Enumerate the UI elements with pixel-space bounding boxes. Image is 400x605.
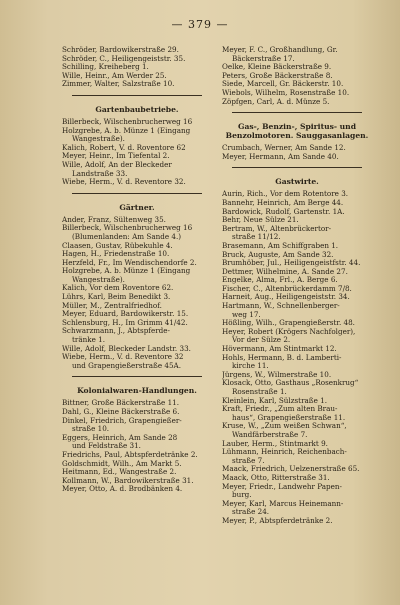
entry: straße 10.: [72, 425, 110, 434]
entry: Holzgrebe, A. b. Münze 1 (Eingang: [62, 126, 191, 135]
entry: Meyer, Otto, A. d. Brodbänken 4.: [62, 485, 183, 494]
entry: Dettmer, Wilhelmine, A. Sande 27.: [222, 267, 348, 276]
right-column: [222, 46, 372, 528]
entry: Lühmann, Heinrich, Reichenbach-: [222, 448, 347, 457]
entry: Friedrichs, Paul, Abtspferdetränke 2.: [62, 450, 198, 459]
section-entries: [62, 216, 212, 371]
entry: Dahl, G., Kleine Bäckerstraße 6.: [62, 408, 180, 416]
entry: Meyer, F. C., Großhandlung, Gr.: [222, 46, 338, 54]
entry: Schröder, Bardowikerstraße 29.: [62, 46, 179, 54]
section-divider: [72, 376, 202, 377]
entry: straße 7.: [232, 456, 265, 465]
entry: Behr, Neue Sülze 21.: [222, 216, 299, 225]
entry: Kraft, Friedr., „Zum alten Brau-: [222, 405, 338, 414]
entry: Maack, Otto, Ritterstraße 31.: [222, 473, 330, 482]
entry: Engelke, Alma, Frl., A. Berge 6.: [222, 276, 338, 285]
entry: Hößling, Wilh., Grapengießerstr. 48.: [222, 319, 355, 328]
section-entries: [62, 399, 212, 494]
entry: Oelke, Kleine Bäckerstraße 9.: [222, 63, 332, 72]
entry: Bardowick, Rudolf, Gartenstr. 1A.: [222, 207, 345, 216]
entry: Crumbach, Werner, Am Sande 12.: [222, 144, 346, 153]
entry: Kalich, Robert, V. d. Roventore 62: [62, 143, 186, 152]
entry: Ander, Franz, Sültenweg 35.: [62, 215, 166, 224]
entry: tränke 1.: [72, 336, 105, 345]
section-heading: Gartenbaubetriebe.: [95, 104, 179, 114]
entry: Wangestraße).: [72, 135, 125, 144]
entry: Holzgrebe, A. b. Münze 1 (Eingang: [62, 267, 191, 276]
entry: Wangestraße).: [72, 275, 125, 284]
section-entries: [222, 190, 372, 525]
entry: Fischer, C., Altenbrückerdamm 7/8.: [222, 284, 352, 293]
entry: straße 11/12.: [232, 233, 281, 242]
section-entries: [62, 118, 212, 187]
entry: Herzfeld, Fr., Im Wendischendorfe 2.: [62, 258, 197, 267]
section-divider: [72, 95, 202, 96]
entry: Heitmann, Ed., Wangestraße 2.: [62, 468, 177, 477]
entry: Zimmer, Walter, Salzstraße 10.: [62, 80, 175, 89]
entry: und Grapengießerstraße 45A.: [72, 361, 181, 370]
entry: Hohls, Hermann, B. d. Lamberti-: [222, 353, 342, 362]
entry: Schilling, Kreiheberg 1.: [62, 63, 149, 72]
entry: Rosenstraße 1.: [232, 388, 287, 396]
entry: Wille, Heinr., Am Werder 25.: [62, 71, 167, 80]
entry: Goldschmidt, Wilh., Am Markt 5.: [62, 459, 182, 468]
entry: Kollmann, W., Bardowikerstraße 31.: [62, 476, 194, 485]
entry: Kruse, W., „Zum weißen Schwan“,: [222, 422, 347, 431]
entry: Bittner, Große Bäckerstraße 11.: [62, 399, 180, 408]
entry: Meyer, Heinr., Im Tiefental 2.: [62, 152, 170, 161]
entry: Bannehr, Heinrich, Am Berge 44.: [222, 198, 344, 207]
entry: Meyer, Eduard, Bardowikerstr. 15.: [62, 310, 189, 319]
entry: Meyer, Friedr., Landwehr Papen-: [222, 482, 342, 491]
entry: Landstraße 33.: [72, 169, 128, 178]
entry: Müller, M., Zentralfriedhof.: [62, 301, 162, 310]
entry: Billerbeck, Wilschenbrucherweg 16: [62, 224, 193, 233]
right-top-entries: [222, 46, 372, 106]
entry: Brumhöber, Jul., Heiligengeistfstr. 44.: [222, 259, 361, 268]
entry: Meyer, Hermann, Am Sande 40.: [222, 152, 339, 161]
entry: Zöpfgen, Carl, A. d. Münze 5.: [222, 97, 330, 106]
entry: Lauber, Herm., Stintmarkt 9.: [222, 439, 328, 448]
entry: Vor der Sülze 2.: [232, 336, 291, 345]
page-number: — 379 —: [171, 18, 229, 31]
left-column: [62, 46, 212, 496]
section-heading: Gas-, Benzin-, Spiritus- und Benzolmotoren. Sauggasanlagen.: [225, 122, 369, 141]
entry: Aurin, Rich., Vor dem Rotentore 3.: [222, 190, 349, 199]
entry: straße 24.: [232, 508, 270, 517]
entry: Bruck, Auguste, Am Sande 32.: [222, 250, 334, 259]
entry: Harneit, Aug., Heiligengeiststr. 34.: [222, 293, 350, 302]
section-entries: [222, 144, 372, 161]
entry: Klosack, Otto, Gasthaus „Rosenkrug“: [222, 379, 359, 388]
entry: Claasen, Gustav, Rübekuhle 4.: [62, 241, 173, 250]
entry: (Blumenlanden: Am Sande 4.): [72, 232, 182, 241]
entry: Heyer, Robert (Krögers Nachfolger),: [222, 327, 356, 336]
entry: Brasemann, Am Schiffgraben 1.: [222, 241, 339, 250]
entry: Wille, Adolf, Bleckeder Landstr. 33.: [62, 344, 191, 353]
section-heading: Gärtner.: [119, 202, 155, 212]
section-divider: [232, 167, 362, 168]
entry: Siede, Marcell, Gr. Bäckerstr. 10.: [222, 80, 344, 89]
entry: Hövermann, Am Stintmarkt 12.: [222, 345, 337, 354]
entry: Kalich, Vor dem Roventore 62.: [62, 284, 174, 293]
entry: Schröder, C., Heiligengeiststr. 35.: [62, 54, 186, 63]
entry: Bäckerstraße 17.: [232, 54, 295, 63]
entry: kirche 11.: [232, 362, 269, 371]
entry: Billerbeck, Wilschenbrucherweg 16: [62, 117, 193, 126]
entry: Meyer, Karl, Marcus Heinemann-: [222, 499, 344, 508]
section-heading: Kolonialwaren-Handlungen.: [77, 386, 197, 396]
section-divider: [72, 193, 202, 194]
entry: und Feldstraße 31.: [72, 442, 141, 451]
entry: Maack, Friedrich, Uelzenerstraße 65.: [222, 465, 360, 474]
entry: Kleinlein, Karl, Sülzstraße 1.: [222, 396, 327, 405]
entry: Hartmann, W., Schnellenberger-: [222, 302, 340, 311]
entry: Jürgens, W., Wilmerstraße 10.: [222, 370, 332, 379]
entry: Peters, Große Bäckerstraße 8.: [222, 71, 333, 80]
entry: Lührs, Karl, Beim Benedikt 3.: [62, 293, 171, 302]
entry: weg 17.: [232, 310, 261, 319]
entry: Hagen, H., Friedenstraße 10.: [62, 250, 170, 259]
entry: haus“, Grapengießerstraße 11.: [232, 413, 346, 422]
section-heading: Gastwirte.: [275, 177, 319, 187]
entry: burg.: [232, 491, 252, 500]
entry: Bertram, W., Altenbrückertor-: [222, 224, 332, 233]
entry: Dinkel, Friedrich, Grapengießer-: [62, 416, 182, 425]
entry: Wille, Adolf, An der Bleckeder: [62, 160, 172, 169]
entry: Wiebe, Herm., V. d. Reventore 32: [62, 353, 184, 362]
entry: Meyer, P., Abtspferdetränke 2.: [222, 516, 333, 525]
entry: Eggers, Heinrich, Am Sande 28: [62, 433, 178, 442]
entry: Wandfärberstraße 7.: [232, 430, 308, 439]
section-divider: [232, 112, 362, 113]
entry: Schlensburg, H., Im Grimm 41/42.: [62, 318, 188, 327]
entry: Wiebe, Herm., V. d. Reventore 32.: [62, 178, 186, 187]
left-top-entries: [62, 46, 212, 89]
entry: Schwarzmann, J., Abtspferde-: [62, 327, 170, 336]
entry: Wiebols, Wilhelm, Rosenstraße 10.: [222, 88, 350, 97]
